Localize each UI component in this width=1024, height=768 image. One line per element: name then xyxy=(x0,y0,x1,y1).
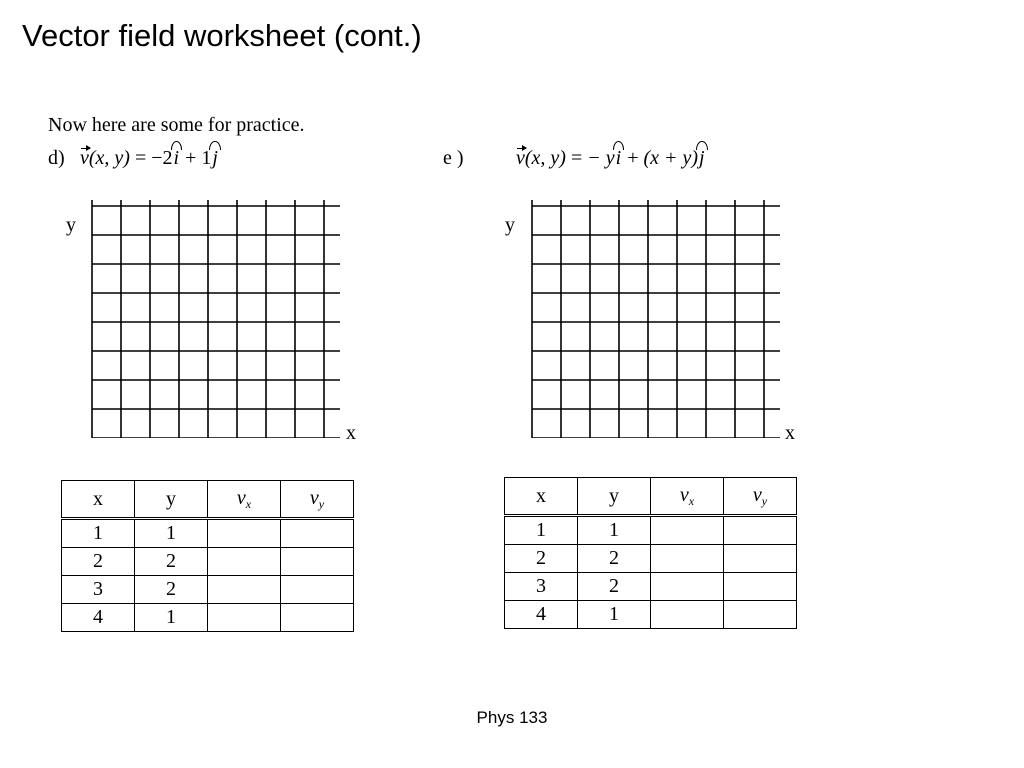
page-title: Vector field worksheet (cont.) xyxy=(22,18,422,53)
intro-text: Now here are some for practice. xyxy=(48,114,305,136)
j-hat-symbol: j xyxy=(699,147,705,169)
equals-sign: = xyxy=(134,147,147,169)
table-header-row xyxy=(62,481,354,519)
table-row xyxy=(62,604,354,632)
problem-d-equation xyxy=(80,147,219,170)
cell-vx[interactable] xyxy=(651,573,724,601)
problem-d-y-axis-label: y xyxy=(66,214,76,236)
plus-sign: + xyxy=(627,147,639,169)
table-row xyxy=(505,601,797,629)
cell-y: 2 xyxy=(578,545,651,573)
cell-vy[interactable] xyxy=(281,519,354,548)
table-row xyxy=(62,576,354,604)
i-coefficient: −2 xyxy=(151,147,173,169)
cell-x: 1 xyxy=(505,516,578,545)
cell-vx[interactable] xyxy=(651,601,724,629)
cell-y: 1 xyxy=(578,516,651,545)
cell-vx[interactable] xyxy=(208,604,281,632)
cell-vx[interactable] xyxy=(208,519,281,548)
equation-args: (x, y) xyxy=(524,147,566,169)
equation-args: (x, y) xyxy=(88,147,130,169)
cell-y: 1 xyxy=(135,519,208,548)
cell-vy[interactable] xyxy=(281,548,354,576)
i-hat-symbol: i xyxy=(173,147,180,169)
cell-vy[interactable] xyxy=(724,545,797,573)
cell-vx[interactable] xyxy=(651,516,724,545)
cell-x: 3 xyxy=(62,576,135,604)
problem-e-y-axis-label: y xyxy=(505,214,515,236)
problem-e-equation xyxy=(516,147,706,170)
j-coefficient: 1 xyxy=(201,147,212,169)
cell-vx[interactable] xyxy=(208,576,281,604)
cell-vx[interactable] xyxy=(208,548,281,576)
i-hat-symbol: i xyxy=(615,147,622,169)
cell-x: 4 xyxy=(62,604,135,632)
problem-d-table xyxy=(61,480,354,632)
header-vy: $v_y$ xyxy=(724,478,797,516)
cell-x: 4 xyxy=(505,601,578,629)
cell-y: 2 xyxy=(135,576,208,604)
cell-x: 2 xyxy=(62,548,135,576)
problem-e-x-axis-label: x xyxy=(785,422,795,444)
header-y: y xyxy=(578,478,651,516)
header-vx: $v_x$ xyxy=(208,481,281,519)
table-header-row xyxy=(505,478,797,516)
header-x: x xyxy=(62,481,135,519)
header-vy: $v_y$ xyxy=(281,481,354,519)
cell-vy[interactable] xyxy=(281,604,354,632)
cell-x: 3 xyxy=(505,573,578,601)
vector-v-symbol: v xyxy=(80,147,89,169)
problem-d-x-axis-label: x xyxy=(346,422,356,444)
footer-course-label: Phys 133 xyxy=(476,708,548,727)
problem-e-table xyxy=(504,477,797,629)
cell-x: 2 xyxy=(505,545,578,573)
table-row xyxy=(505,545,797,573)
problem-d-label: d) xyxy=(48,147,65,169)
header-vx: $v_x$ xyxy=(651,478,724,516)
i-coefficient: − y xyxy=(587,147,615,169)
equals-sign: = xyxy=(570,147,583,169)
cell-y: 2 xyxy=(578,573,651,601)
table-row xyxy=(505,516,797,545)
cell-y: 2 xyxy=(135,548,208,576)
table-row xyxy=(62,548,354,576)
cell-vy[interactable] xyxy=(724,601,797,629)
cell-vy[interactable] xyxy=(724,516,797,545)
header-x: x xyxy=(505,478,578,516)
cell-y: 1 xyxy=(578,601,651,629)
cell-y: 1 xyxy=(135,604,208,632)
cell-vx[interactable] xyxy=(651,545,724,573)
cell-x: 1 xyxy=(62,519,135,548)
j-coefficient: (x + y) xyxy=(643,147,699,169)
j-hat-symbol: j xyxy=(212,147,218,169)
vector-v-symbol: v xyxy=(516,147,525,169)
cell-vy[interactable] xyxy=(724,573,797,601)
cell-vy[interactable] xyxy=(281,576,354,604)
table-row xyxy=(62,519,354,548)
table-row xyxy=(505,573,797,601)
header-y: y xyxy=(135,481,208,519)
problem-e-label: e ) xyxy=(443,147,464,169)
problem-e-grid[interactable] xyxy=(530,198,780,438)
problem-d-grid[interactable] xyxy=(90,198,340,438)
plus-sign: + xyxy=(185,147,197,169)
